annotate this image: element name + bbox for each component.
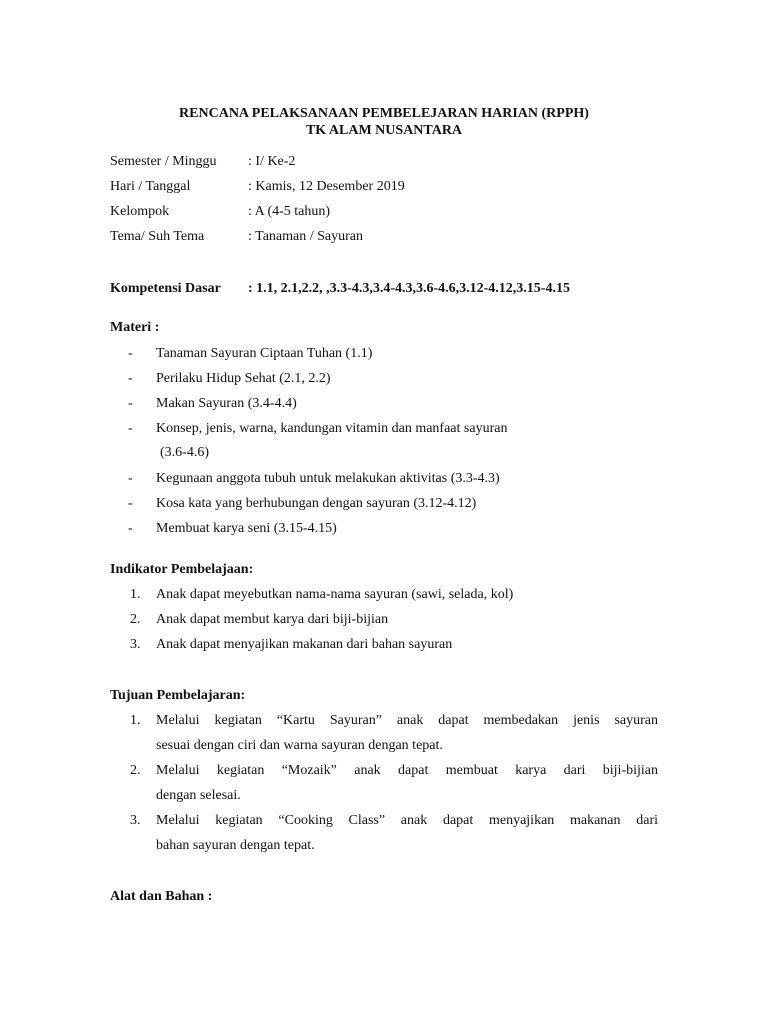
tujuan-item-line2: bahan sayuran dengan tepat.: [156, 838, 315, 853]
materi-item-text: Kosa kata yang berhubungan dengan sayuran (3.12-4.12): [156, 496, 477, 511]
document-title-line2: TK ALAM NUSANTARA: [305, 123, 463, 138]
info-value: : Kamis, 12 Desember 2019: [248, 179, 405, 194]
indikator-item-text: Anak dapat membut karya dari biji-bijian: [156, 612, 389, 627]
indikator-item-text: Anak dapat menyajikan makanan dari bahan sayuran: [156, 637, 453, 652]
kompetensi-value: : 1.1, 2.1,2.2, ,3.3-4.3,3.4-4.3,3.6-4.6,3.12-4.12,3.15-4.15: [248, 281, 570, 296]
bullet-mark: -: [128, 371, 133, 386]
materi-item-text: Tanaman Sayuran Ciptaan Tuhan (1.1): [156, 346, 373, 361]
info-label: Hari / Tanggal: [110, 179, 191, 194]
info-value: : I/ Ke-2: [248, 154, 296, 169]
materi-item-text: Perilaku Hidup Sehat (2.1, 2.2): [156, 371, 331, 386]
kompetensi-label: Kompetensi Dasar: [110, 281, 221, 296]
bullet-mark: -: [128, 346, 133, 361]
bullet-mark: -: [128, 471, 133, 486]
document-title-line1: RENCANA PELAKSANAAN PEMBELEJARAN HARIAN (RPPH): [179, 106, 589, 121]
bullet-mark: -: [128, 396, 133, 411]
tujuan-item-line1: Melalui kegiatan “Mozaik” anak dapat membuat karya dari biji-bijian: [156, 763, 658, 778]
indikator-heading: Indikator Pembelajaan:: [110, 562, 254, 577]
materi-item-continuation: (3.6-4.6): [160, 445, 209, 460]
list-number: 2.: [130, 763, 141, 778]
materi-item-text: Membuat karya seni (3.15-4.15): [156, 521, 337, 536]
info-label: Kelompok: [110, 204, 170, 219]
materi-item-text: Konsep, jenis, warna, kandungan vitamin dan manfaat sayuran: [156, 421, 508, 436]
bullet-mark: -: [128, 421, 133, 436]
list-number: 3.: [130, 813, 141, 828]
list-number: 1.: [130, 713, 141, 728]
info-value: : A (4-5 tahun): [248, 204, 331, 219]
tujuan-heading: Tujuan Pembelajaran:: [110, 688, 246, 703]
bullet-mark: -: [128, 496, 133, 511]
materi-heading: Materi :: [110, 320, 160, 335]
list-number: 2.: [130, 612, 141, 627]
info-label: Semester / Minggu: [110, 154, 217, 169]
tujuan-item-line2: dengan selesai.: [156, 788, 241, 803]
tujuan-item-line1: Melalui kegiatan “Kartu Sayuran” anak dapat membedakan jenis sayuran: [156, 713, 658, 728]
materi-item-text: Makan Sayuran (3.4-4.4): [156, 396, 297, 411]
info-label: Tema/ Suh Tema: [110, 229, 205, 244]
info-value: : Tanaman / Sayuran: [248, 229, 364, 244]
list-number: 1.: [130, 587, 141, 602]
tujuan-item-line2: sesuai dengan ciri dan warna sayuran dengan tepat.: [156, 738, 443, 753]
alat-heading: Alat dan Bahan :: [110, 889, 213, 904]
tujuan-item-line1: Melalui kegiatan “Cooking Class” anak dapat menyajikan makanan dari: [156, 813, 658, 828]
bullet-mark: -: [128, 521, 133, 536]
list-number: 3.: [130, 637, 141, 652]
materi-item-text: Kegunaan anggota tubuh untuk melakukan aktivitas (3.3-4.3): [156, 471, 500, 486]
indikator-item-text: Anak dapat meyebutkan nama-nama sayuran (sawi, selada, kol): [156, 587, 514, 602]
